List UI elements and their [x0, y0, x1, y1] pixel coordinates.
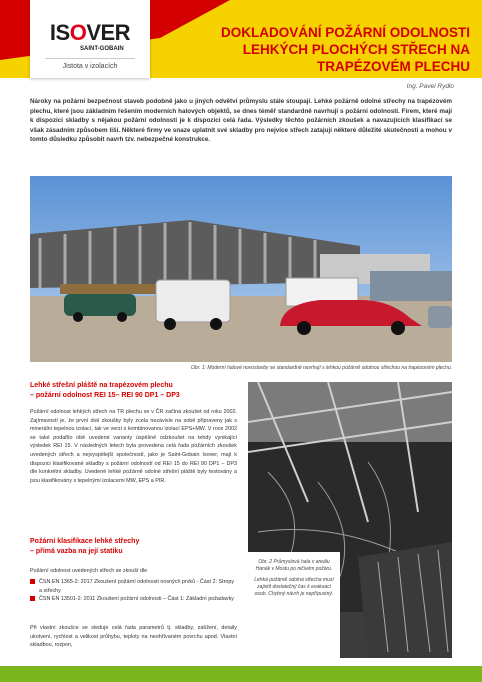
list-item-text: ČSN EN 1365-2: 2017 Zkoušení požární odolnosti nosných prvků - Část 2: Stropy a střechy: [39, 579, 235, 594]
logo-tagline: Jistota v izolacích: [62, 63, 118, 70]
article-title: DOKLADOVÁNÍ POŽÁRNÍ ODOLNOSTI LEHKÝCH PLOCHÝCH STŘECH NA TRAPÉZOVÉM PLECHU: [221, 25, 470, 74]
photo-hall-exterior-caption: Obr. 1: Moderní halové novostavby se standardně navrhují s lehkou požárně odolnou střechou na trapézovém plechu.: [190, 365, 452, 371]
photo-fire-damage-image: [248, 382, 452, 658]
photo-fire-damage-caption-2: Lehká požárně odolná střecha musí zajistit dostatečný čas k evakuaci osob. Chybný návrh je nepřípustný.: [254, 577, 334, 597]
logo-part-o: O: [69, 20, 87, 45]
section-fire-resistance-heading: [30, 381, 230, 401]
logo-divider: [45, 58, 135, 59]
article-author: Ing. Pavel Rydlo: [406, 83, 454, 90]
list-item: [30, 578, 237, 595]
logo-part-is: IS: [49, 20, 70, 45]
logo-part-ver: VER: [86, 20, 131, 45]
section-fire-resistance-text: Požární odolnost lehkých střech na TR plechu se v ČR začíná zkoušet od roku 2002. Zajímavostí je, že první dvě zkoušky byly zcela nezávisle na sobě připraveny jak s minerální tepelnou izolací, tak ve verzi s kombinovanou izolací EPS+MW. V roce 2002 se také podařilo obě uvedené varianty úspěšně odzkoušet na tehdy vynikající výsledek REI 15. V následných letech byla provedena celá řada požárních zkoušek uvedených střech a nejvyspělejší společností, jako je Saint-Gobain Isover, mají k dispozici klasifikované skladby s požární odolností od REI 15 do REI 90 DP1 – DP3 dle konkrétní skladby. Uvedené lehké požárně odolné střešní pláště byly testovány a jsou klasifikovány s tepelnými izolacemi MW, EPS a PIR.: [30, 409, 237, 484]
isover-logo: [30, 0, 150, 78]
bullet-square-icon: [30, 596, 35, 601]
photo-hall-exterior-image: [30, 176, 452, 362]
logo-wordmark: [30, 22, 150, 44]
section-classification-heading: [30, 537, 230, 557]
photo-hall-exterior: [30, 176, 452, 362]
list-item-text: ČSN EN 13501-2: 2011 Zkoušení požární odolnosti – Část 1: Základní požadavky: [39, 596, 234, 603]
section-classification-heading-line2: – přímá vazba na její statiku: [30, 548, 123, 555]
list-item: [30, 595, 237, 604]
standards-list: [30, 578, 237, 604]
intro-paragraph: Nároky na požární bezpečnost staveb podobně jako u jiných odvětví průmyslu stále stoupají. Lehké požárně odolné střechy na trapézovém plechu, které jsou základním řešením moderních halových objektů, se dnes téměř standardně navrhují s požární odolností. Firem, které mají k dispozici skladby s nějakou požární odolností je k dispozici celá řada. Výsledky těchto požárních zkoušek a navazujících klasifikací se však zásadním způsobem liší. Některé firmy ve snaze uplatnit své skladby pro nejvíce střech zatajují některé důležité skutečnosti a mohou v tomto důsledku způsobit navrh tzv. nebezpečné konstrukce.: [30, 98, 452, 144]
section-fire-resistance-heading-line1: Lehké střešní pláště na trapézovém plechu: [30, 382, 173, 389]
section-classification-lead: Požární odolnost uvedených střech se zkouší dle: [30, 568, 148, 574]
bullet-square-icon: [30, 579, 35, 584]
section-classification-text: Při vlastní zkoušce se sleduje celá řada parametrů tj. skladby, zatížení, detaily ukotvení, rychlost a velikost průhybu, teploty na neohřívaném povrchu apod. Vlastní skladbou, rozpon,: [30, 625, 237, 649]
photo-fire-damage-caption: [252, 559, 336, 602]
footer-band: [0, 666, 482, 682]
logo-saint-gobain: SAINT-GOBAIN: [80, 46, 124, 52]
section-classification-heading-line1: Požární klasifikace lehké střechy: [30, 538, 140, 545]
photo-fire-damage: [248, 382, 452, 658]
photo-fire-damage-caption-1: Obr. 2 Průmyslová hala v areálu Hanák v Mostu po ničivém požáru.: [255, 559, 333, 572]
section-fire-resistance-heading-line2: – požární odolnost REI 15– REI 90 DP1 – DP3: [30, 392, 180, 399]
